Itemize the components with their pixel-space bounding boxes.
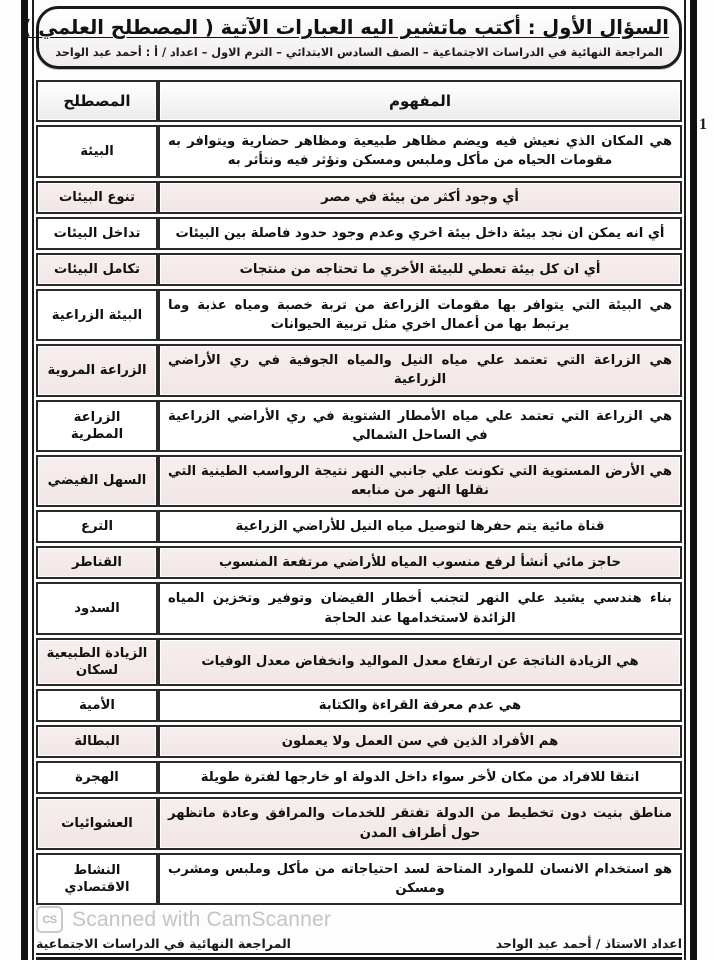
table-row bbox=[36, 853, 682, 905]
table-row bbox=[36, 125, 682, 177]
table-row bbox=[36, 400, 682, 452]
table-row bbox=[36, 455, 682, 507]
table-row bbox=[36, 689, 682, 722]
table-row bbox=[36, 510, 682, 543]
camscanner-watermark bbox=[36, 906, 331, 933]
page-number: 1 bbox=[699, 116, 707, 133]
term-cell: الزراعة المروية bbox=[36, 344, 158, 396]
term-cell: الهجرة bbox=[36, 761, 158, 794]
definition-cell: أي وجود أكثر من بيئة في مصر bbox=[158, 181, 682, 214]
terms-table bbox=[36, 77, 682, 908]
page-border-left-inner bbox=[32, 0, 34, 960]
definition-cell: بناء هندسي يشيد علي النهر لتجنب أخطار الفيضان وتوفير وتخزين المياه الزائدة لاستخدامها عند الحاجة bbox=[158, 582, 682, 634]
table-row bbox=[36, 253, 682, 286]
page-border-right bbox=[690, 0, 697, 960]
table-row bbox=[36, 344, 682, 396]
term-cell: تنوع البيئات bbox=[36, 181, 158, 214]
term-cell: الزيادة الطبيعية لسكان bbox=[36, 638, 158, 686]
term-cell: السهل الفيضي bbox=[36, 455, 158, 507]
column-header-term: المصطلح bbox=[36, 80, 158, 122]
definition-cell: هي البيئة التي يتوافر بها مقومات الزراعة من تربة خصبة ومياه عذبة وما يرتبط بها من أعمال اخري مثل تربية الحيوانات bbox=[158, 289, 682, 341]
term-cell: البطالة bbox=[36, 725, 158, 758]
table-row bbox=[36, 761, 682, 794]
term-cell: السدود bbox=[36, 582, 158, 634]
definition-cell: قناة مائية يتم حفرها لتوصيل مياه النيل للأراضي الزراعية bbox=[158, 510, 682, 543]
term-cell: النشاط الاقتصادي bbox=[36, 853, 158, 905]
definition-cell: هو استخدام الانسان للموارد المتاحة لسد احتياجاته من مأكل وملبس ومشرب ومسكن bbox=[158, 853, 682, 905]
table-row bbox=[36, 797, 682, 849]
camscanner-logo-icon: CS bbox=[36, 906, 63, 933]
page-content bbox=[22, 6, 682, 908]
term-cell: الأمية bbox=[36, 689, 158, 722]
question-subtitle: المراجعة النهائية في الدراسات الاجتماعية – الصف السادس الابتدائي – الترم الاول – اعداد / أ : أحمد عبد الواحد bbox=[55, 46, 663, 60]
definition-cell: حاجز مائي أنشأ لرفع منسوب المياه للأراضي مرتفعة المنسوب bbox=[158, 546, 682, 579]
term-cell: البيئة bbox=[36, 125, 158, 177]
table-row bbox=[36, 181, 682, 214]
term-cell: الترع bbox=[36, 510, 158, 543]
column-header-definition: المفهوم bbox=[158, 80, 682, 122]
terms-table-body bbox=[36, 125, 682, 905]
definition-cell: هي الزراعة التي تعتمد علي مياه الأمطار الشتوية في ري الأراضي الزراعية في الساحل الشمالي bbox=[158, 400, 682, 452]
table-row bbox=[36, 638, 682, 686]
definition-cell: انتقا للافراد من مكان لأخر سواء داخل الدولة او خارجها لفترة طويلة bbox=[158, 761, 682, 794]
footer-subject: المراجعة النهائية في الدراسات الاجتماعية bbox=[36, 936, 291, 951]
page-border-right-inner bbox=[684, 0, 686, 960]
term-cell: العشوائيات bbox=[36, 797, 158, 849]
page-border-left bbox=[21, 0, 28, 960]
term-cell: تداخل البيئات bbox=[36, 217, 158, 250]
definition-cell: أي انه يمكن ان نجد بيئة داخل بيئة اخري وعدم وجود حدود فاصلة بين البيئات bbox=[158, 217, 682, 250]
table-row bbox=[36, 546, 682, 579]
definition-cell: أي ان كل بيئة تعطي للبيئة الأخري ما تحتاجه من منتجات bbox=[158, 253, 682, 286]
table-row bbox=[36, 725, 682, 758]
camscanner-watermark-text: Scanned with CamScanner bbox=[72, 907, 332, 931]
question-title: السؤال الأول : أكتب ماتشير اليه العبارات الآتية ( المصطلح العلمي ) bbox=[22, 16, 669, 39]
question-header-card bbox=[22, 6, 682, 69]
definition-cell: هي الزراعة التي تعتمد علي مياه النيل والمياه الجوفية في ري الأراضي الزراعية bbox=[158, 344, 682, 396]
term-cell: تكامل البيئات bbox=[36, 253, 158, 286]
definition-cell: هي عدم معرفة القراءة والكتابة bbox=[158, 689, 682, 722]
term-cell: البيئة الزراعية bbox=[36, 289, 158, 341]
definition-cell: هي الزيادة الناتجة عن ارتفاع معدل المواليد وانخفاض معدل الوفيات bbox=[158, 638, 682, 686]
term-cell: الزراعة المطرية bbox=[36, 400, 158, 452]
definition-cell: هم الأفراد الذين في سن العمل ولا يعملون bbox=[158, 725, 682, 758]
table-row bbox=[36, 217, 682, 250]
definition-cell: مناطق بنيت دون تخطيط من الدولة تفتقر للخدمات والمرافق وعادة ماتظهر حول أطراف المدن bbox=[158, 797, 682, 849]
table-row bbox=[36, 582, 682, 634]
page-footer bbox=[36, 936, 682, 955]
definition-cell: هي الأرض المستوية التي تكونت علي جانبي النهر نتيجة الرواسب الطينية التي نقلها النهر من منابعه bbox=[158, 455, 682, 507]
table-header-row bbox=[36, 80, 682, 122]
footer-author: اعداد الاستاذ / أحمد عبد الواحد bbox=[495, 936, 682, 951]
table-row bbox=[36, 289, 682, 341]
definition-cell: هي المكان الذي نعيش فيه ويضم مظاهر طبيعية ومظاهر حضارية ويتوافر به مقومات الحياه من مأكل وملبس ومسكن ونؤثر فيه ونتأثر به bbox=[158, 125, 682, 177]
term-cell: القناطر bbox=[36, 546, 158, 579]
